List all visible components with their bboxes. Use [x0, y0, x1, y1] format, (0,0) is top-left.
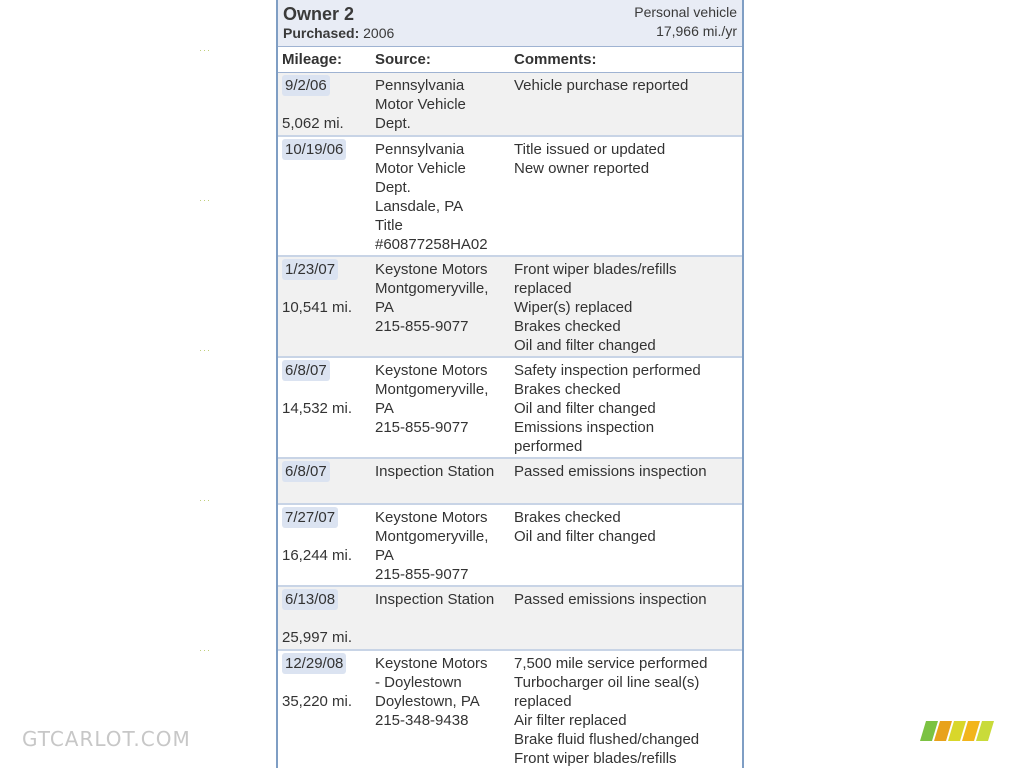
record-mileage: 25,997 mi.: [282, 629, 353, 646]
record-source: [375, 76, 511, 133]
source-line: Montgomeryville,: [375, 280, 489, 297]
record-source: [375, 140, 511, 254]
history-row: [278, 137, 742, 257]
column-headers: [278, 47, 742, 73]
record-comments: [514, 508, 736, 546]
history-row: [278, 587, 742, 651]
history-row: [278, 651, 742, 768]
comment-line: Passed emissions inspection: [514, 463, 707, 480]
record-mileage: 5,062 mi.: [282, 115, 344, 132]
record-date: 6/13/08: [282, 589, 338, 610]
source-line: Pennsylvania: [375, 141, 465, 158]
history-row: [278, 257, 742, 358]
comment-line: Title issued or updated: [514, 141, 666, 158]
record-comments: [514, 462, 736, 481]
comment-line: replaced: [514, 693, 572, 710]
record-source: [375, 361, 511, 437]
purchased-label: Purchased:: [283, 25, 360, 41]
record-mileage: 16,244 mi.: [282, 547, 353, 564]
source-line: Montgomeryville,: [375, 381, 489, 398]
comment-line: 7,500 mile service performed: [514, 655, 708, 672]
owner-usage-info: [634, 3, 737, 41]
history-row: [278, 358, 742, 459]
comment-line: Brakes checked: [514, 509, 621, 526]
source-line: Inspection Station: [375, 591, 495, 608]
purchased-value: 2006: [363, 25, 395, 41]
record-date: 9/2/06: [282, 75, 330, 96]
record-source: [375, 260, 511, 336]
column-header-mileage: Mileage:: [282, 51, 343, 68]
source-line: 215-855-9077: [375, 566, 469, 583]
comment-line: Oil and filter changed: [514, 528, 656, 545]
comment-line: Oil and filter changed: [514, 400, 656, 417]
source-line: PA: [375, 547, 394, 564]
record-comments: [514, 654, 736, 768]
record-source: [375, 654, 511, 730]
source-line: 215-855-9077: [375, 318, 469, 335]
owner-purchased: [283, 25, 394, 41]
comment-line: Oil and filter changed: [514, 337, 656, 354]
column-header-comments: Comments:: [514, 51, 597, 68]
source-line: Motor Vehicle: [375, 96, 466, 113]
record-comments: [514, 590, 736, 609]
source-line: Lansdale, PA: [375, 198, 464, 215]
source-line: Motor Vehicle: [375, 160, 466, 177]
column-header-source: Source:: [375, 51, 431, 68]
record-date: 12/29/08: [282, 653, 346, 674]
source-line: 215-348-9438: [375, 712, 469, 729]
dot-mark: ···: [199, 45, 211, 55]
source-line: PA: [375, 400, 394, 417]
source-line: Keystone Motors: [375, 509, 488, 526]
owner-header: [278, 0, 742, 47]
comment-line: New owner reported: [514, 160, 650, 177]
record-comments: [514, 76, 736, 95]
comment-line: Air filter replaced: [514, 712, 627, 729]
comment-line: replaced: [514, 280, 572, 297]
source-line: Title: [375, 217, 403, 234]
watermark: GTCARLOT.COM: [22, 727, 191, 751]
history-row: [278, 73, 742, 137]
comment-line: Emissions inspection: [514, 419, 655, 436]
record-mileage: 14,532 mi.: [282, 400, 353, 417]
comment-line: Brakes checked: [514, 318, 621, 335]
brand-stripes-logo: [920, 721, 998, 741]
record-source: [375, 508, 511, 584]
record-date: 6/8/07: [282, 461, 330, 482]
source-line: Montgomeryville,: [375, 528, 489, 545]
dot-mark: ···: [199, 495, 211, 505]
record-comments: [514, 260, 736, 355]
comment-line: Vehicle purchase reported: [514, 77, 689, 94]
owner-title: Owner 2: [283, 4, 355, 24]
source-line: Keystone Motors: [375, 655, 488, 672]
history-row: [278, 505, 742, 587]
source-line: - Doylestown: [375, 674, 462, 691]
record-source: [375, 462, 511, 481]
source-line: Keystone Motors: [375, 362, 488, 379]
history-panel: [276, 0, 744, 768]
source-line: 215-855-9077: [375, 419, 469, 436]
comment-line: Front wiper blades/refills: [514, 750, 677, 767]
source-line: Keystone Motors: [375, 261, 488, 278]
record-source: [375, 590, 511, 609]
record-date: 7/27/07: [282, 507, 338, 528]
history-row: [278, 459, 742, 505]
source-line: Inspection Station: [375, 463, 495, 480]
dot-mark: ···: [199, 195, 211, 205]
source-line: Pennsylvania: [375, 77, 465, 94]
source-line: Dept.: [375, 179, 411, 196]
source-line: PA: [375, 299, 394, 316]
source-line: Dept.: [375, 115, 411, 132]
dot-mark: ···: [199, 345, 211, 355]
source-line: #60877258HA02: [375, 236, 488, 253]
comment-line: Brake fluid flushed/changed: [514, 731, 700, 748]
record-mileage: 35,220 mi.: [282, 693, 353, 710]
usage-type: Personal vehicle: [634, 4, 737, 20]
comment-line: Front wiper blades/refills: [514, 261, 677, 278]
record-comments: [514, 361, 736, 456]
mileage-rate: 17,966 mi./yr: [656, 23, 737, 39]
comment-line: Wiper(s) replaced: [514, 299, 633, 316]
record-date: 1/23/07: [282, 259, 338, 280]
comment-line: Turbocharger oil line seal(s): [514, 674, 700, 691]
source-line: Doylestown, PA: [375, 693, 480, 710]
comment-line: Passed emissions inspection: [514, 591, 707, 608]
comment-line: performed: [514, 438, 583, 455]
record-date: 10/19/06: [282, 139, 346, 160]
record-comments: [514, 140, 736, 178]
record-date: 6/8/07: [282, 360, 330, 381]
comment-line: Brakes checked: [514, 381, 621, 398]
dot-mark: ···: [199, 645, 211, 655]
record-mileage: 10,541 mi.: [282, 299, 353, 316]
comment-line: Safety inspection performed: [514, 362, 701, 379]
